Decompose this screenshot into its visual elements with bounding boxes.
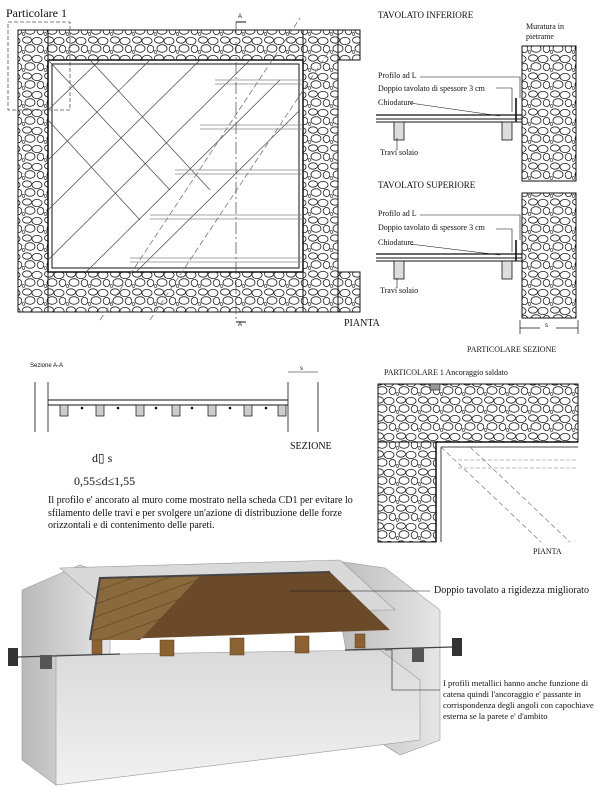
inf-doppio-label: Doppio tavolato di spessore 3 cm [378, 84, 485, 93]
sezione-drawing [35, 372, 318, 432]
inf-profilo-label: Profilo ad L [378, 71, 417, 80]
formula-line2: 0,55≤d≤1,55 [74, 474, 136, 488]
sup-travi-label: Travi solaio [380, 286, 419, 295]
render-tavolato-label: Doppio tavolato a rigidezza migliorato [434, 585, 589, 596]
pianta-label: PIANTA [344, 318, 380, 329]
sup-doppio-label: Doppio tavolato di spessore 3 cm [378, 223, 485, 232]
formula-line1: d▯ s [92, 451, 113, 465]
tavolato-superiore-title: TAVOLATO SUPERIORE [378, 180, 476, 190]
render-note: I profili metallici hanno anche funzione di catena quindi l'ancoraggio e' passante in corrispondenza degli angoli con capochiave esterna se la parete e' d'ambito [443, 678, 594, 721]
particolare-sezione-label: PARTICOLARE SEZIONE [467, 345, 557, 354]
section-mark-top: A [238, 14, 243, 20]
inf-chiodature-label: Chiodature [378, 98, 414, 107]
inf-travi-label: Travi solaio [380, 148, 419, 157]
particolare-1-drawing [378, 384, 578, 542]
description-paragraph: Il profilo e' ancorato al muro come mostrato nella scheda CD1 per evitare lo sfilamento delle travi e per svolgere un'azione di distribuzione delle forze orizzontali e di contenimento delle pareti. [48, 495, 353, 531]
tavolato-inferiore-title: TAVOLATO INFERIORE [378, 10, 474, 20]
particolare-1-label: PIANTA [533, 547, 562, 556]
muratura-label: Muratura in pietrame [526, 22, 564, 41]
sup-chiodature-label: Chiodature [378, 238, 414, 247]
pianta-drawing [8, 18, 360, 322]
particolare-sezione-dim: s [545, 323, 548, 329]
sezione-dim: s [300, 366, 303, 372]
pianta-detail-title: Particolare 1 [6, 6, 67, 20]
sezione-title: Sezione A-A [30, 363, 64, 369]
render-3d-drawing [8, 560, 462, 785]
sup-profilo-label: Profilo ad L [378, 209, 417, 218]
particolare-1-title: PARTICOLARE 1 Ancoraggio saldato [384, 368, 508, 377]
sezione-label: SEZIONE [290, 441, 332, 452]
section-mark-bottom: A [238, 322, 243, 328]
